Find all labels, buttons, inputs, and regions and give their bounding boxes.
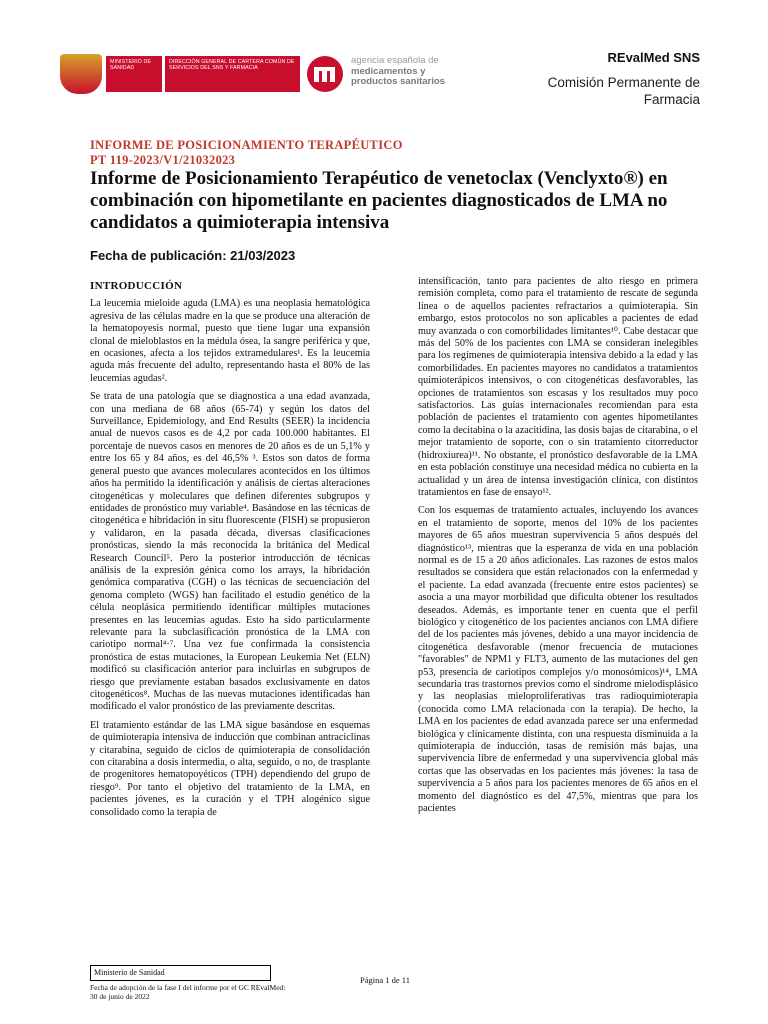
- committee-line-2: Farmacia: [643, 92, 700, 107]
- paragraph: Se trata de una patología que se diagnostica a una edad avanzada, con una mediana de 68 años (65-74) y según los datos del Surveillance, Epidemiology, and End Results (SEER) la incidencia anual de nuevos casos es de 4,2 por cada 100.000 habitantes. El porcentaje de nuevos casos en menores de 20 años es de un 5,1% y entre los 65 y 84 años, es del 46,5% ³. Estos son datos de forma general puesto que avances moleculares acontecidos en los últimos años ha permitido la identificación y análisis de ciertas alteraciones citogenéticas y moleculares que definen diferentes subgrupos y entidades de pronóstico muy variable⁴. Basándose en las técnicas de citogenética e hibridación in situ fluorescente (FISH) se propusieron y validaron, en la pasada década, diversas clasificaciones pronósticas, siendo la más reconocida la británica del Medical Research Council⁵. Pero la posterior introducción de técnicas análisis de la expresión génica como los arrays, la hibridación genómica comparativa (CGH) o las técnicas de secuenciación del genoma completo (WGS) han facilitado el estudio genético de la célula neoplásica permitiendo identificar múltiples mutaciones presentes en las leucemias agudas. Esto ha sido particularmente relevante para la subclasificación pronóstica de la LMA con cariotipo normal⁴·⁷. Una vez fue confirmada la consistencia pronóstica de estas mutaciones, la European Leukemia Net (ELN) modificó su clasificación anterior para incluirlas en subgrupos de riesgo que previamente estaban basados exclusivamente en datos citogenéticos⁸. Muchas de las nuevas mutaciones identificadas han modificado el valor pronóstico de las previamente descritas.: [90, 391, 370, 713]
- paragraph: El tratamiento estándar de las LMA sigue basándose en esquemas de quimioterapia intensiva de inducción que combinan antraciclinas y citarabina, seguido de ciclos de quimioterapia de consolidación con citarabina a dosis intermedia, o alta, seguido, o no, de trasplante de progenitores hematopoyéticos (TPH) dependiendo del grupo de riesgo⁹. Por tanto el objetivo del tratamiento de la LMA, en pacientes jóvenes, es la curación y el TPH alogénico sigue consolidado como la terapia de: [90, 719, 370, 818]
- directorate-text: DIRECCIÓN GENERAL DE CARTERA COMÚN DE SERVICIOS DEL SNS Y FARMACIA: [169, 59, 295, 72]
- document-title: Informe de Posicionamiento Terapéutico de venetoclax (Venclyxto®) en combinación con hipometilante en pacientes diagnosticados de LMA no candidatos a quimioterapia intensiva: [90, 168, 668, 233]
- network-block: [548, 50, 700, 108]
- section-heading-introduction: INTRODUCCIÓN: [90, 280, 183, 292]
- report-kind: INFORME DE POSICIONAMIENTO TERAPÉUTICO: [90, 138, 403, 152]
- ministry-logo: [60, 52, 170, 96]
- network-title: REvalMed SNS: [607, 50, 700, 65]
- agency-name: [351, 56, 445, 88]
- report-code-block: [90, 138, 403, 168]
- aemps-logo-icon: [305, 54, 345, 94]
- publication-date: Fecha de publicación: 21/03/2023: [90, 248, 296, 263]
- committee-name: [548, 74, 700, 108]
- footer-note: Fecha de adopción de la fase I del informe por el GC REvalMed: 30 de junio de 2022: [90, 983, 286, 1001]
- coat-of-arms-icon: [60, 54, 102, 94]
- report-code: PT 119-2023/V1/21032023: [90, 153, 236, 167]
- right-column: [418, 276, 698, 821]
- ministry-label: [106, 56, 162, 92]
- paragraph: La leucemia mieloide aguda (LMA) es una neoplasia hematológica agresiva de las células madre en la que se produce una alteración de la hematopoyesis normal, puesto que tiene lugar una expansión clonal de mieloblastos en la médula ósea, la sangre periférica y que, en ocasiones, afecta a los tejidos extramedulares¹. Es la leucemia aguda más frecuente del adulto, representando hasta el 80% de las leucemias agudas².: [90, 298, 370, 384]
- page-header: [0, 0, 768, 120]
- ministry-text: MINISTERIO DE SANIDAD: [110, 59, 152, 72]
- footer-owner: Ministerio de Sanidad: [90, 965, 271, 981]
- agency-logo: [305, 54, 505, 98]
- agency-line-1: agencia española de: [351, 55, 439, 66]
- directorate-label: [165, 56, 300, 92]
- agency-line-2: medicamentos y: [351, 65, 426, 77]
- paragraph: Con los esquemas de tratamiento actuales, incluyendo los avances en el tratamiento de soporte, menos del 10% de los pacientes mayores de 65 años muestran supervivencia 5 años después del diagnóstico¹³, mientras que la esperanza de vida en una población normal es de 15 a 20 años adicionales. Las razones de estos malos resultados se considera que están relacionados con la enfermedad y el paciente. La edad avanzada (frecuente entre estos pacientes) se asocia a una mayor morbilidad que dificulta obtener los resultados deseados. Además, es importante tener en cuenta que el perfil biológico y citogenético de los pacientes ancianos con LMA difiere del de los pacientes más jóvenes, debido a una mayor incidencia de citogenética desfavorable (menor frecuencia de mutaciones "favorables" de NPM1 y FLT3, aumento de las mutaciones del gen p53, presencia de cariotipos complejos y/o monosómicos)¹⁴, LMA secundaria tras trastornos previos como el síndrome mielodisplásico y las neoplasias mieloproliferativas tras radioquimioterapia (conocida como LMA relacionada con la terapia). De hecho, la LMA en los pacientes de edad avanzada parece ser una enfermedad biológica y clínicamente distinta, con una respuesta disminuida a la quimioterapia de inducción, tasas de remisión más bajas, una supervivencia libre de enfermedad y una supervivencia global más cortas que las observadas en los pacientes más jóvenes: la tasa de supervivencia a 5 años para los pacientes menores de 65 años en el momento del diagnóstico es del 47,5%, mientras que para los pacientes: [418, 505, 698, 815]
- agency-line-3: productos sanitarios: [351, 76, 445, 87]
- committee-line-1: Comisión Permanente de: [547, 75, 700, 90]
- page-number: Página 1 de 11: [360, 975, 410, 985]
- left-column: [90, 276, 370, 825]
- paragraph: intensificación, tanto para pacientes de alto riesgo en primera remisión completa, como para el tratamiento de rescate de segunda línea o de aquellos pacientes refractarios a quimioterapia. Sin embargo, estos protocolos no son aplicables a pacientes de edad muy avanzada o con comorbilidades limitantes¹⁰. Cabe destacar que más del 50% de los pacientes con LMA se consideran inelegibles para los regímenes de quimioterapia intensiva debido a la edad y las comorbilidades. En pacientes mayores no candidatos a tratamientos quimioterápicos intensivos, o con citogenéticas desfavorables, las opciones de tratamientos son escasas y los resultados muy poco satisfactorios. Las guías internacionales recomiendan para esta población de pacientes el tratamiento con agentes hipometilantes como la decitabina o la azacitidina, las dosis bajas de citarabina, o el mejor tratamiento de soporte, con o sin tratamiento citorreductor (hidroxiurea)¹¹. No obstante, el pronóstico desfavorable de la LMA en esta población constituye una necesidad médica no cubierta en la actualidad y un área de intensa investigación clínica, con distintos tratamientos en fase de ensayo¹².: [418, 276, 698, 498]
